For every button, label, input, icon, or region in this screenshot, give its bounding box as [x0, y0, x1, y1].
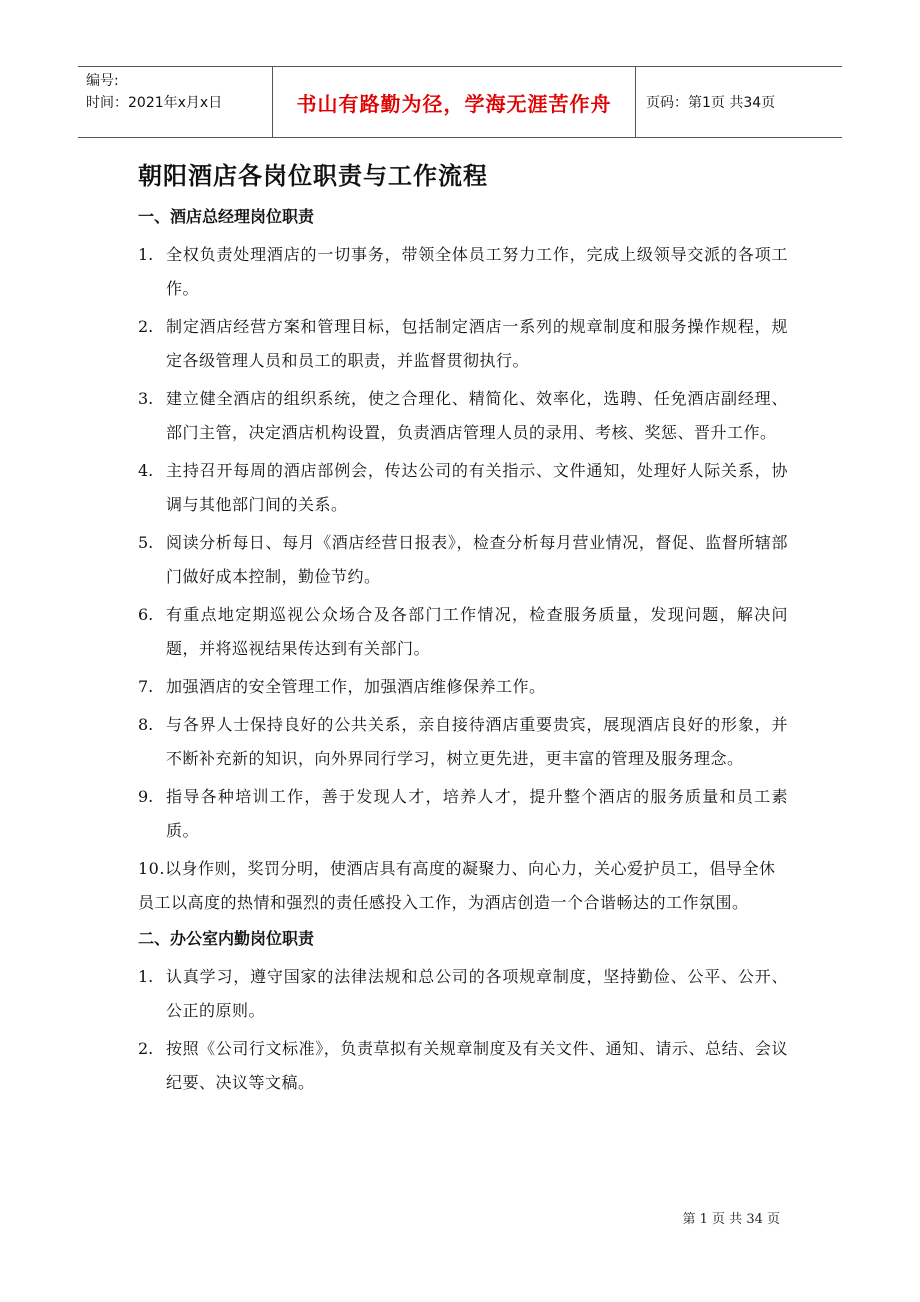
item-number: 5. — [138, 533, 154, 552]
section-heading: 一、酒店总经理岗位职责 — [138, 207, 315, 226]
list-item — [138, 1032, 788, 1100]
list-item — [138, 780, 788, 848]
list-item-flat: 10.以身作则，奖罚分明，使酒店具有高度的凝聚力、向心力，关心爱护员工，倡导全休员工以高度的热情和强烈的责任感投入工作，为酒店创造一个合谐畅达的工作氛围。 — [138, 859, 776, 912]
list-item — [138, 382, 788, 450]
header-motto: 书山有路勤为径，学海无涯苦作舟 — [272, 67, 636, 137]
list-item — [138, 238, 788, 306]
item-text: 与各界人士保持良好的公共关系，亲自接待酒店重要贵宾，展现酒店良好的形象，并不断补充新的知识，向外界同行学习，树立更先进，更丰富的管理及服务理念。 — [166, 715, 788, 768]
item-number: 1. — [138, 245, 154, 264]
list-item — [138, 310, 788, 378]
page-footer: 第 1 页 共 34 页 — [682, 1212, 780, 1227]
item-text: 阅读分析每日、每月《酒店经营日报表》，检查分析每月营业情况，督促、监督所辖部门做好成本控制，勤俭节约。 — [166, 533, 788, 586]
list-item — [138, 598, 788, 666]
item-number: 9. — [138, 787, 154, 806]
item-number: 6. — [138, 605, 154, 624]
item-text: 全权负责处理酒店的一切事务，带领全体员工努力工作，完成上级领导交派的各项工作。 — [166, 245, 788, 298]
time-label: 时间：2021年x月x日 — [86, 95, 223, 111]
list-item — [138, 526, 788, 594]
item-text: 认真学习，遵守国家的法律法规和总公司的各项规章制度，坚持勤俭、公平、公开、公正的原则。 — [166, 967, 788, 1020]
item-number: 8. — [138, 715, 154, 734]
item-text: 主持召开每周的酒店部例会，传达公司的有关指示、文件通知，处理好人际关系，协调与其他部门间的关系。 — [166, 461, 788, 514]
serial-label: 编号: — [86, 73, 119, 89]
item-number: 2. — [138, 317, 154, 336]
item-number: 4. — [138, 461, 154, 480]
document-header — [78, 66, 842, 138]
item-number: 2. — [138, 1039, 154, 1058]
item-text: 加强酒店的安全管理工作，加强酒店维修保养工作。 — [166, 677, 546, 696]
section-heading: 二、办公室内勤岗位职责 — [138, 929, 315, 948]
item-number: 1. — [138, 967, 154, 986]
list-item — [138, 454, 788, 522]
section-2-list — [138, 960, 788, 1100]
item-number: 7. — [138, 677, 154, 696]
item-text: 按照《公司行文标准》，负责草拟有关规章制度及有关文件、通知、请示、总结、会议纪要、决议等文稿。 — [166, 1039, 788, 1092]
list-item — [138, 670, 788, 704]
list-item — [138, 960, 788, 1028]
section-1-list — [138, 238, 788, 920]
item-text: 建立健全酒店的组织系统，使之合理化、精简化、效率化，选聘、任免酒店副经理、部门主管，决定酒店机构设置，负责酒店管理人员的录用、考核、奖惩、晋升工作。 — [166, 389, 788, 442]
list-item — [138, 708, 788, 776]
header-meta — [78, 67, 272, 137]
document-title: 朝阳酒店各岗位职责与工作流程 — [138, 162, 488, 190]
item-text: 有重点地定期巡视公众场合及各部门工作情况，检查服务质量，发现问题，解决问题，并将巡视结果传达到有关部门。 — [166, 605, 788, 658]
item-text: 制定酒店经营方案和管理目标，包括制定酒店一系列的规章制度和服务操作规程，规定各级管理人员和员工的职责，并监督贯彻执行。 — [166, 317, 788, 370]
header-page-label: 页码：第1页 共34页 — [646, 95, 776, 111]
item-text: 指导各种培训工作，善于发现人才，培养人才，提升整个酒店的服务质量和员工素质。 — [166, 787, 788, 840]
item-number: 3. — [138, 389, 154, 408]
document-body — [138, 150, 788, 1104]
